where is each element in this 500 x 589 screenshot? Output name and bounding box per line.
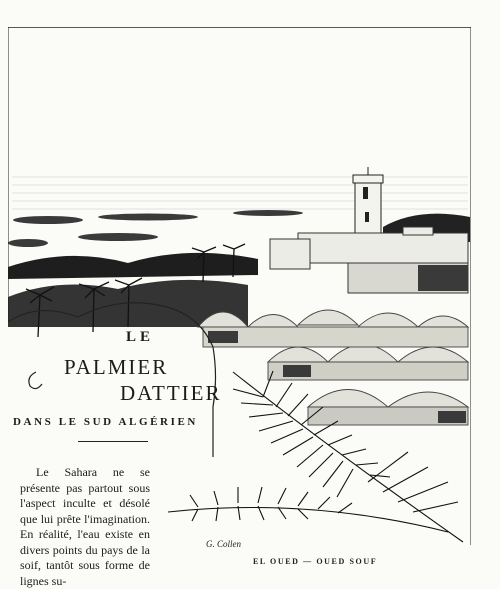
title-line-1: LE <box>126 329 155 345</box>
title-divider <box>78 441 148 442</box>
title-line-2: PALMIER <box>64 355 169 379</box>
title-line-3: DATTIER <box>120 381 222 405</box>
illustration-caption: EL OUED — OUED SOUF <box>253 557 378 566</box>
title-block <box>0 325 225 445</box>
article-paragraph: Le Sahara ne se présente pas partout sous l'aspect inculte et désolé que lui prête l'imagination. En réalité, l'eau existe en divers points du pays de la soif, tantôt sous forme de lignes su- <box>20 465 150 588</box>
domed-houses <box>198 310 468 425</box>
artist-signature: G. Collen <box>206 539 241 549</box>
article-subtitle: DANS LE SUD ALGÉRIEN <box>13 416 198 428</box>
distant-oasis <box>8 210 303 247</box>
sky-hatching <box>12 177 468 209</box>
